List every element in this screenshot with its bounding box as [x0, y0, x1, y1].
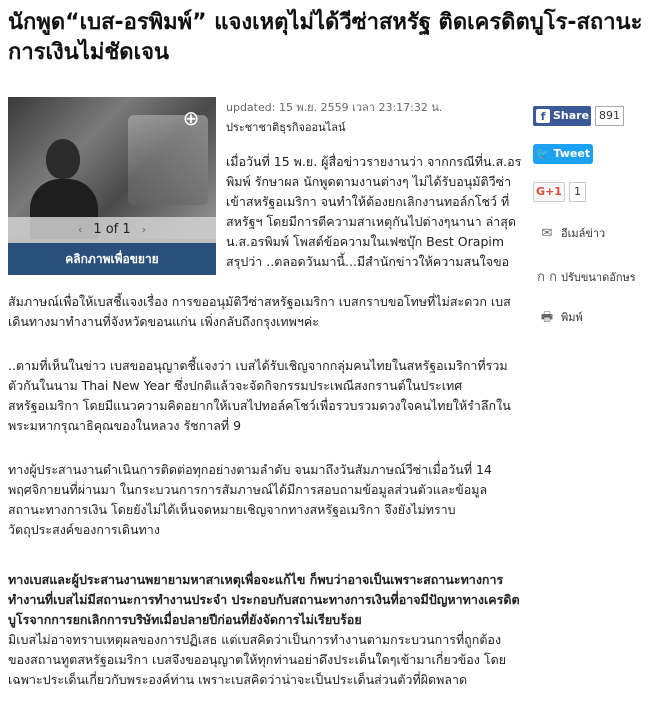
google-plus-button[interactable]: G+1	[533, 182, 565, 202]
facebook-share-count: 891	[595, 106, 624, 126]
print-icon: 🖶	[540, 310, 554, 325]
facebook-share-button[interactable]	[533, 106, 591, 126]
updated-timestamp: updated: 15 พ.ย. 2559 เวลา 23:17:32 น.	[226, 101, 443, 114]
article-paragraph-bold: ทางเบสและผู้ประสานงานพยายามหาสาเหตุเพื่อจะแก้ไข ก็พบว่าอาจเป็นเพราะสถานะทางการทำงานที่เบสไม่มีสถานะการทำงานประจำ ประกอบกับสถานะทางการเงินที่อาจมีปัญหาทางเครดิตบูโรจากการยกเลิกการบริษัทเมื่อปลายปีก่อนที่ยังจัดการไม่เรียบร้อย	[8, 572, 520, 627]
tweet-button[interactable]	[533, 144, 593, 164]
photo-gallery[interactable]	[8, 97, 216, 275]
prev-arrow-icon[interactable]: ‹	[78, 223, 83, 236]
print-link[interactable]	[533, 308, 583, 328]
article-paragraph: ..ตามที่เห็นในข่าว เบสขออนุญาตชี้แจงว่า เบสได้รับเชิญจากกลุ่มคนไทยในสหรัฐอเมริกาที่รวมตัวกันในนาม Thai New Year ซึ่งปกติแล้วจะจัดกิจกรรมประเพณีสงกรานต์ในประเทศสหรัฐอเมริกา โดยมีแนวความคิดอยากให้เบสไปทอล์คโชว์เพื่อรวบรวมดวงใจคนไทยให้รำลึกในพระมหากรุณาธิคุณของในหลวง รัชกาลที่ 9	[8, 358, 511, 433]
news-source: ประชาชาติธุรกิจออนไลน์	[226, 121, 346, 134]
article-paragraph: ทางผู้ประสานงานดำเนินการติดต่อทุกอย่างตามลำดับ จนมาถึงวันสัมภาษณ์วีซ่าเมื่อวันที่ 14 พฤศจิกายนที่ผ่านมา ในกระบวนการการสัมภาษณ์ได้มีการสอบถามข้อมูลส่วนตัวและข้อมูลสถานะทางการเงิน โดยยังไม่ได้เห็นจดหมายเชิญจากทางสหรัฐอเมริกา จึงยังไม่ทราบวัตถุประสงค์ของการเดินทาง	[8, 462, 492, 537]
twitter-icon: 🐦	[535, 147, 550, 160]
gallery-counter-text: 1 of 1	[93, 222, 131, 237]
article-paragraph: สัมภาษณ์เพื่อให้เบสชี้แจงเรื่อง การขออนุมัติวีซ่าสหรัฐอเมริกา เบสกราบขอโทษที่ไม่สะดวก เบสเดินทางมาทำงานที่จังหวัดขอนแก่น เพิ่งกลับถึงกรุงเทพฯค่ะ	[8, 294, 511, 329]
article-paragraph: มิเบสไม่อาจทราบเหตุผลของการปฏิเสธ แต่เบสคิดว่าเป็นการทำงานตามกระบวนการที่ถูกต้องของสถานทูตสหรัฐอเมริกา เบสจึงขออนุญาตให้ทุกท่านอย่าดึงประเด็นใดๆเข้ามาเกี่ยวข้อง โดยเฉพาะประเด็นเกี่ยวกับพระองค์ท่าน เพราะเบสคิดว่าน่าจะเป็นประเด็นส่วนตัวที่ผิดพลาด	[8, 632, 507, 687]
email-news-link[interactable]	[533, 224, 605, 244]
font-size-label: ปรับขนาดอักษร	[561, 271, 636, 284]
print-label: พิมพ์	[561, 311, 583, 324]
google-plus-count: 1	[569, 182, 586, 202]
email-icon: ✉	[541, 226, 553, 241]
enlarge-photo-button[interactable]: คลิกภาพเพื่อขยาย	[8, 243, 216, 275]
next-arrow-icon[interactable]: ›	[141, 223, 146, 236]
gallery-counter	[8, 217, 216, 243]
email-news-label: อีเมล์ข่าว	[561, 227, 606, 240]
tweet-label: Tweet	[553, 147, 591, 160]
article-lead-paragraph: เมื่อวันที่ 15 พ.ย. ผู้สื่อข่าวรายงานว่า จากกรณีที่น.ส.อรพิมพ์ รักษาผล นักพูดตามงานต่างๆ ไม่ได้รับอนุมัติวีซ่าเข้าสหรัฐอเมริกา จนทำให้ต้องยกเลิกงานทอล์กโชว์ ที่สหรัฐฯ โดยมีการตีความสาเหตุกันไปต่างๆนานา ล่าสุด น.ส.อรพิมพ์ โพสต์ข้อความในเฟซบุ๊ก Best Orapim สรุปว่า ..ตลอดวันมานี้...มีสำนักข่าวให้ความสนใจขอ	[226, 154, 522, 269]
photo-person-head	[46, 139, 80, 179]
font-size-control[interactable]	[533, 268, 636, 288]
font-size-icon[interactable]: ก ก	[537, 270, 557, 285]
facebook-icon: f	[536, 109, 550, 123]
article-headline: นักพูด“เบส-อรพิมพ์” แจงเหตุไม่ได้วีซ่าสหรัฐ ติดเครดิตบูโร-สถานะการเงินไม่ชัดเจน	[8, 10, 643, 65]
zoom-icon[interactable]: ⊕	[182, 106, 200, 130]
facebook-share-label: Share	[553, 109, 590, 122]
